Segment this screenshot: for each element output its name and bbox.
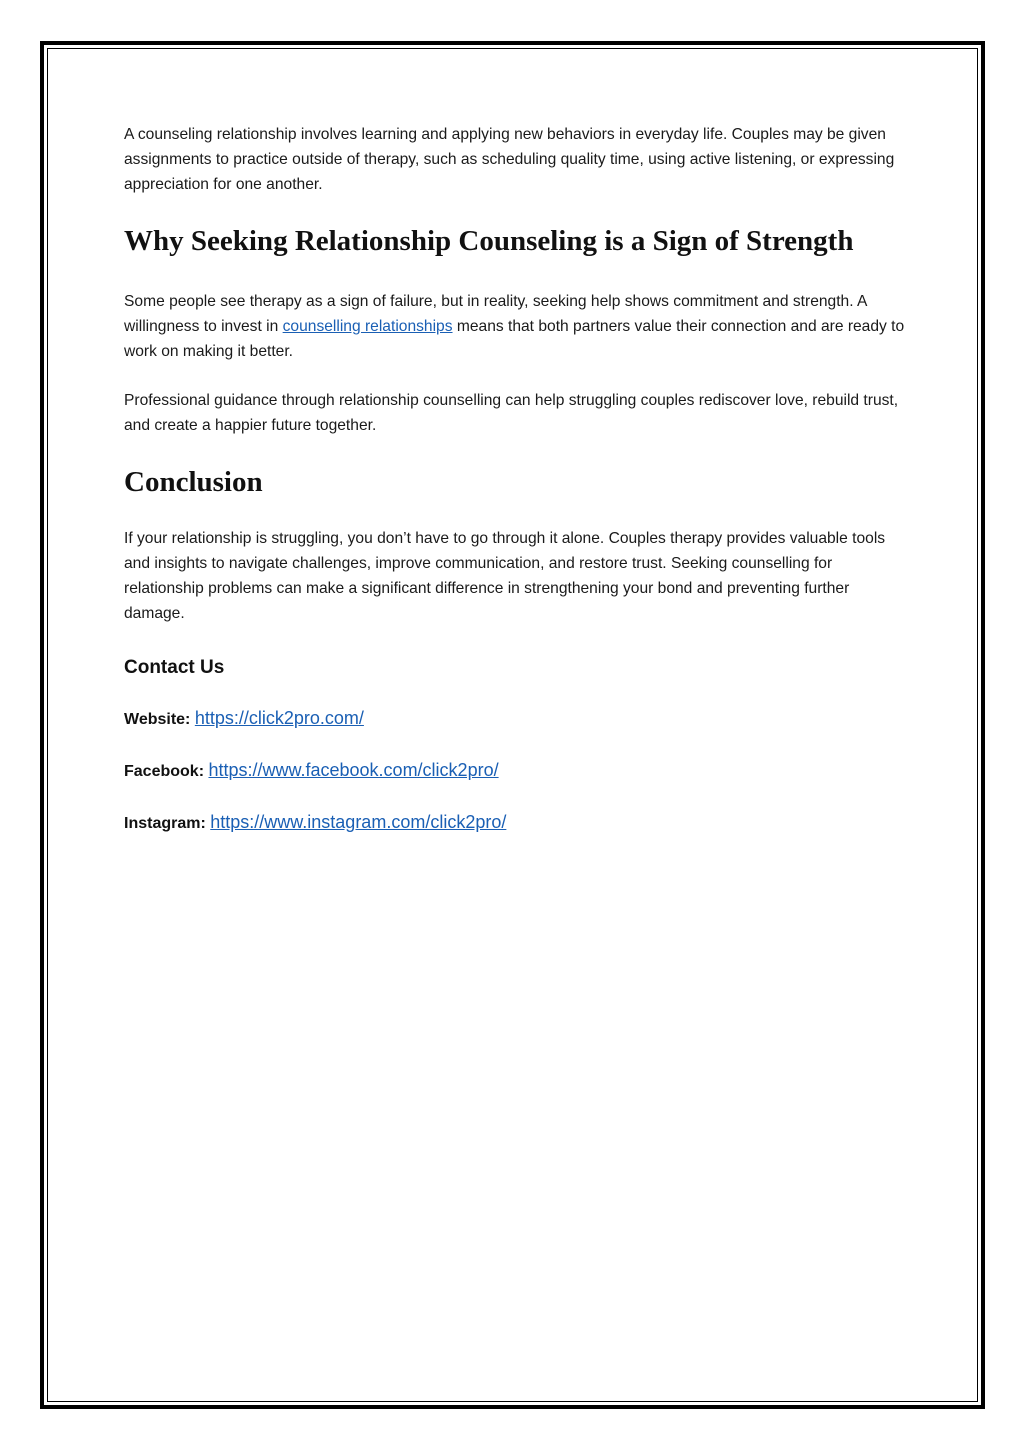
document-content [124, 122, 914, 860]
facebook-label: Facebook: [124, 763, 205, 780]
website-label: Website: [124, 711, 191, 728]
conclusion-heading: Conclusion [124, 466, 263, 498]
strength-paragraph-1-text-after: means that both partners value their connection and are ready to work on making it better. [124, 318, 905, 360]
strength-paragraph-1 [124, 289, 914, 364]
strength-paragraph-2: Professional guidance through relationship counselling can help struggling couples rediscover love, rebuild trust, and create a happier future together. [124, 392, 899, 434]
contact-facebook [124, 756, 914, 786]
facebook-link[interactable]: https://www.facebook.com/click2pro/ [208, 760, 499, 780]
counselling-relationships-link[interactable]: counselling relationships [282, 318, 453, 335]
contact-website [124, 704, 914, 734]
instagram-label: Instagram: [124, 815, 206, 832]
website-link[interactable]: https://click2pro.com/ [194, 708, 364, 728]
conclusion-paragraph: If your relationship is struggling, you don’t have to go through it alone. Couples therapy provides valuable tools and insights to navigate challenges, improve communication, and restore trust. Seeking counselling for relationship problems can make a significant difference in strengthening your bond and preventing further damage. [124, 530, 886, 622]
strength-paragraph-1-text-before: Some people see therapy as a sign of failure, but in reality, seeking help shows commitment and strength. A willingness to invest in [124, 293, 867, 335]
instagram-link[interactable]: https://www.instagram.com/click2pro/ [210, 812, 507, 832]
contact-heading: Contact Us [124, 657, 225, 678]
intro-paragraph: A counseling relationship involves learning and applying new behaviors in everyday life. Couples may be given assignments to practice outside of therapy, such as scheduling quality time, using active listening, or expressing appreciation for one another. [124, 126, 895, 193]
strength-heading: Why Seeking Relationship Counseling is a Sign of Strength [124, 225, 854, 257]
contact-instagram [124, 808, 914, 838]
